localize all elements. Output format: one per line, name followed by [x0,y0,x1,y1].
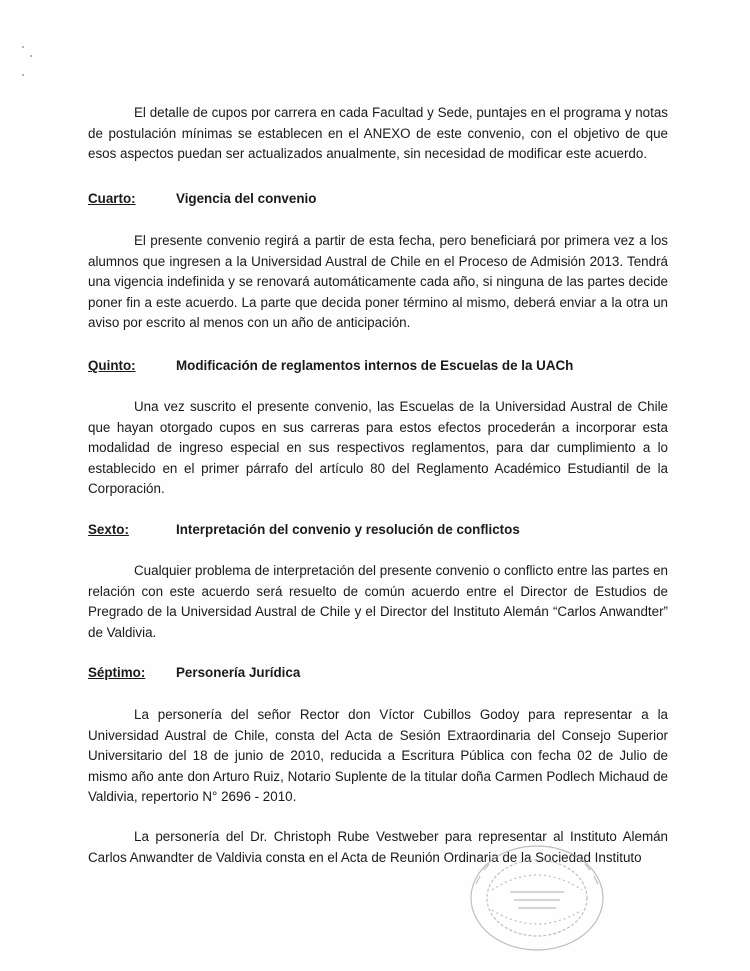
section-title: Interpretación del convenio y resolución de conflictos [176,522,520,537]
section-title: Vigencia del convenio [176,191,317,206]
section-heading-cuarto [88,189,688,209]
section-label: Sexto: [88,522,129,537]
section-title: Personería Jurídica [176,665,301,680]
scan-speck [22,74,24,76]
section-label: Cuarto: [88,191,136,206]
paragraph-quinto: Una vez suscrito el presente convenio, las Escuelas de la Universidad Austral de Chile que hayan otorgado cupos en sus carreras para estos efectos procederán a incorporar esta modalidad de ingreso especial en sus respectivos reglamentos, para dar cumplimiento a lo establecido en el primer párrafo del artículo 80 del Reglamento Académico Estudiantil de la Corporación. [88,399,668,496]
section-heading-septimo [88,663,688,683]
seal-stamp-icon [462,840,612,958]
paragraph-septimo-1: La personería del señor Rector don Víctor Cubillos Godoy para representar a la Universidad Austral de Chile, consta del Acta de Sesión Extraordinaria del Consejo Superior Universitario del 18 de junio de 2010, reducida a Escritura Pública con fecha 02 de Julio de mismo año ante don Arturo Ruiz, Notario Suplente de la titular doña Carmen Podlech Michaud de Valdivia, repertorio N° 2696 - 2010. [88,707,668,804]
paragraph-cuarto: El presente convenio regirá a partir de esta fecha, pero beneficiará por primera vez a los alumnos que ingresen a la Universidad Austral de Chile en el Proceso de Admisión 2013. Tendrá una vigencia indefinida y se renovará automáticamente cada año, si ninguna de las partes decide poner fin a este acuerdo. La parte que decida poner término al mismo, deberá enviar a la otra un aviso por escrito al menos con un año de anticipación. [88,233,668,330]
section-heading-sexto [88,520,688,540]
paragraph-sexto: Cualquier problema de interpretación del presente convenio o conflicto entre las partes en relación con este acuerdo será resuelto de común acuerdo entre el Director de Estudios de Pregrado de la Universidad Austral de Chile y el Director del Instituto Alemán “Carlos Anwandter” de Valdivia. [88,563,668,640]
scan-speck [22,46,24,48]
scan-speck [30,55,32,57]
section-label: Séptimo: [88,665,146,680]
section-label: Quinto: [88,358,136,373]
paragraph-septimo-2: La personería del Dr. Christoph Rube Vestweber para representar al Instituto Alemán Carlos Anwandter de Valdivia consta en el Acta de Reunión Ordinaria de la Sociedad Instituto [88,829,668,865]
section-title: Modificación de reglamentos internos de Escuelas de la UACh [176,358,574,373]
paragraph-intro: El detalle de cupos por carrera en cada Facultad y Sede, puntajes en el programa y notas de postulación mínimas se establecen en el ANEXO de este convenio, con el objetivo de que esos aspectos puedan ser actualizados anualmente, sin necesidad de modificar este acuerdo. [88,105,668,161]
section-heading-quinto [88,356,688,376]
